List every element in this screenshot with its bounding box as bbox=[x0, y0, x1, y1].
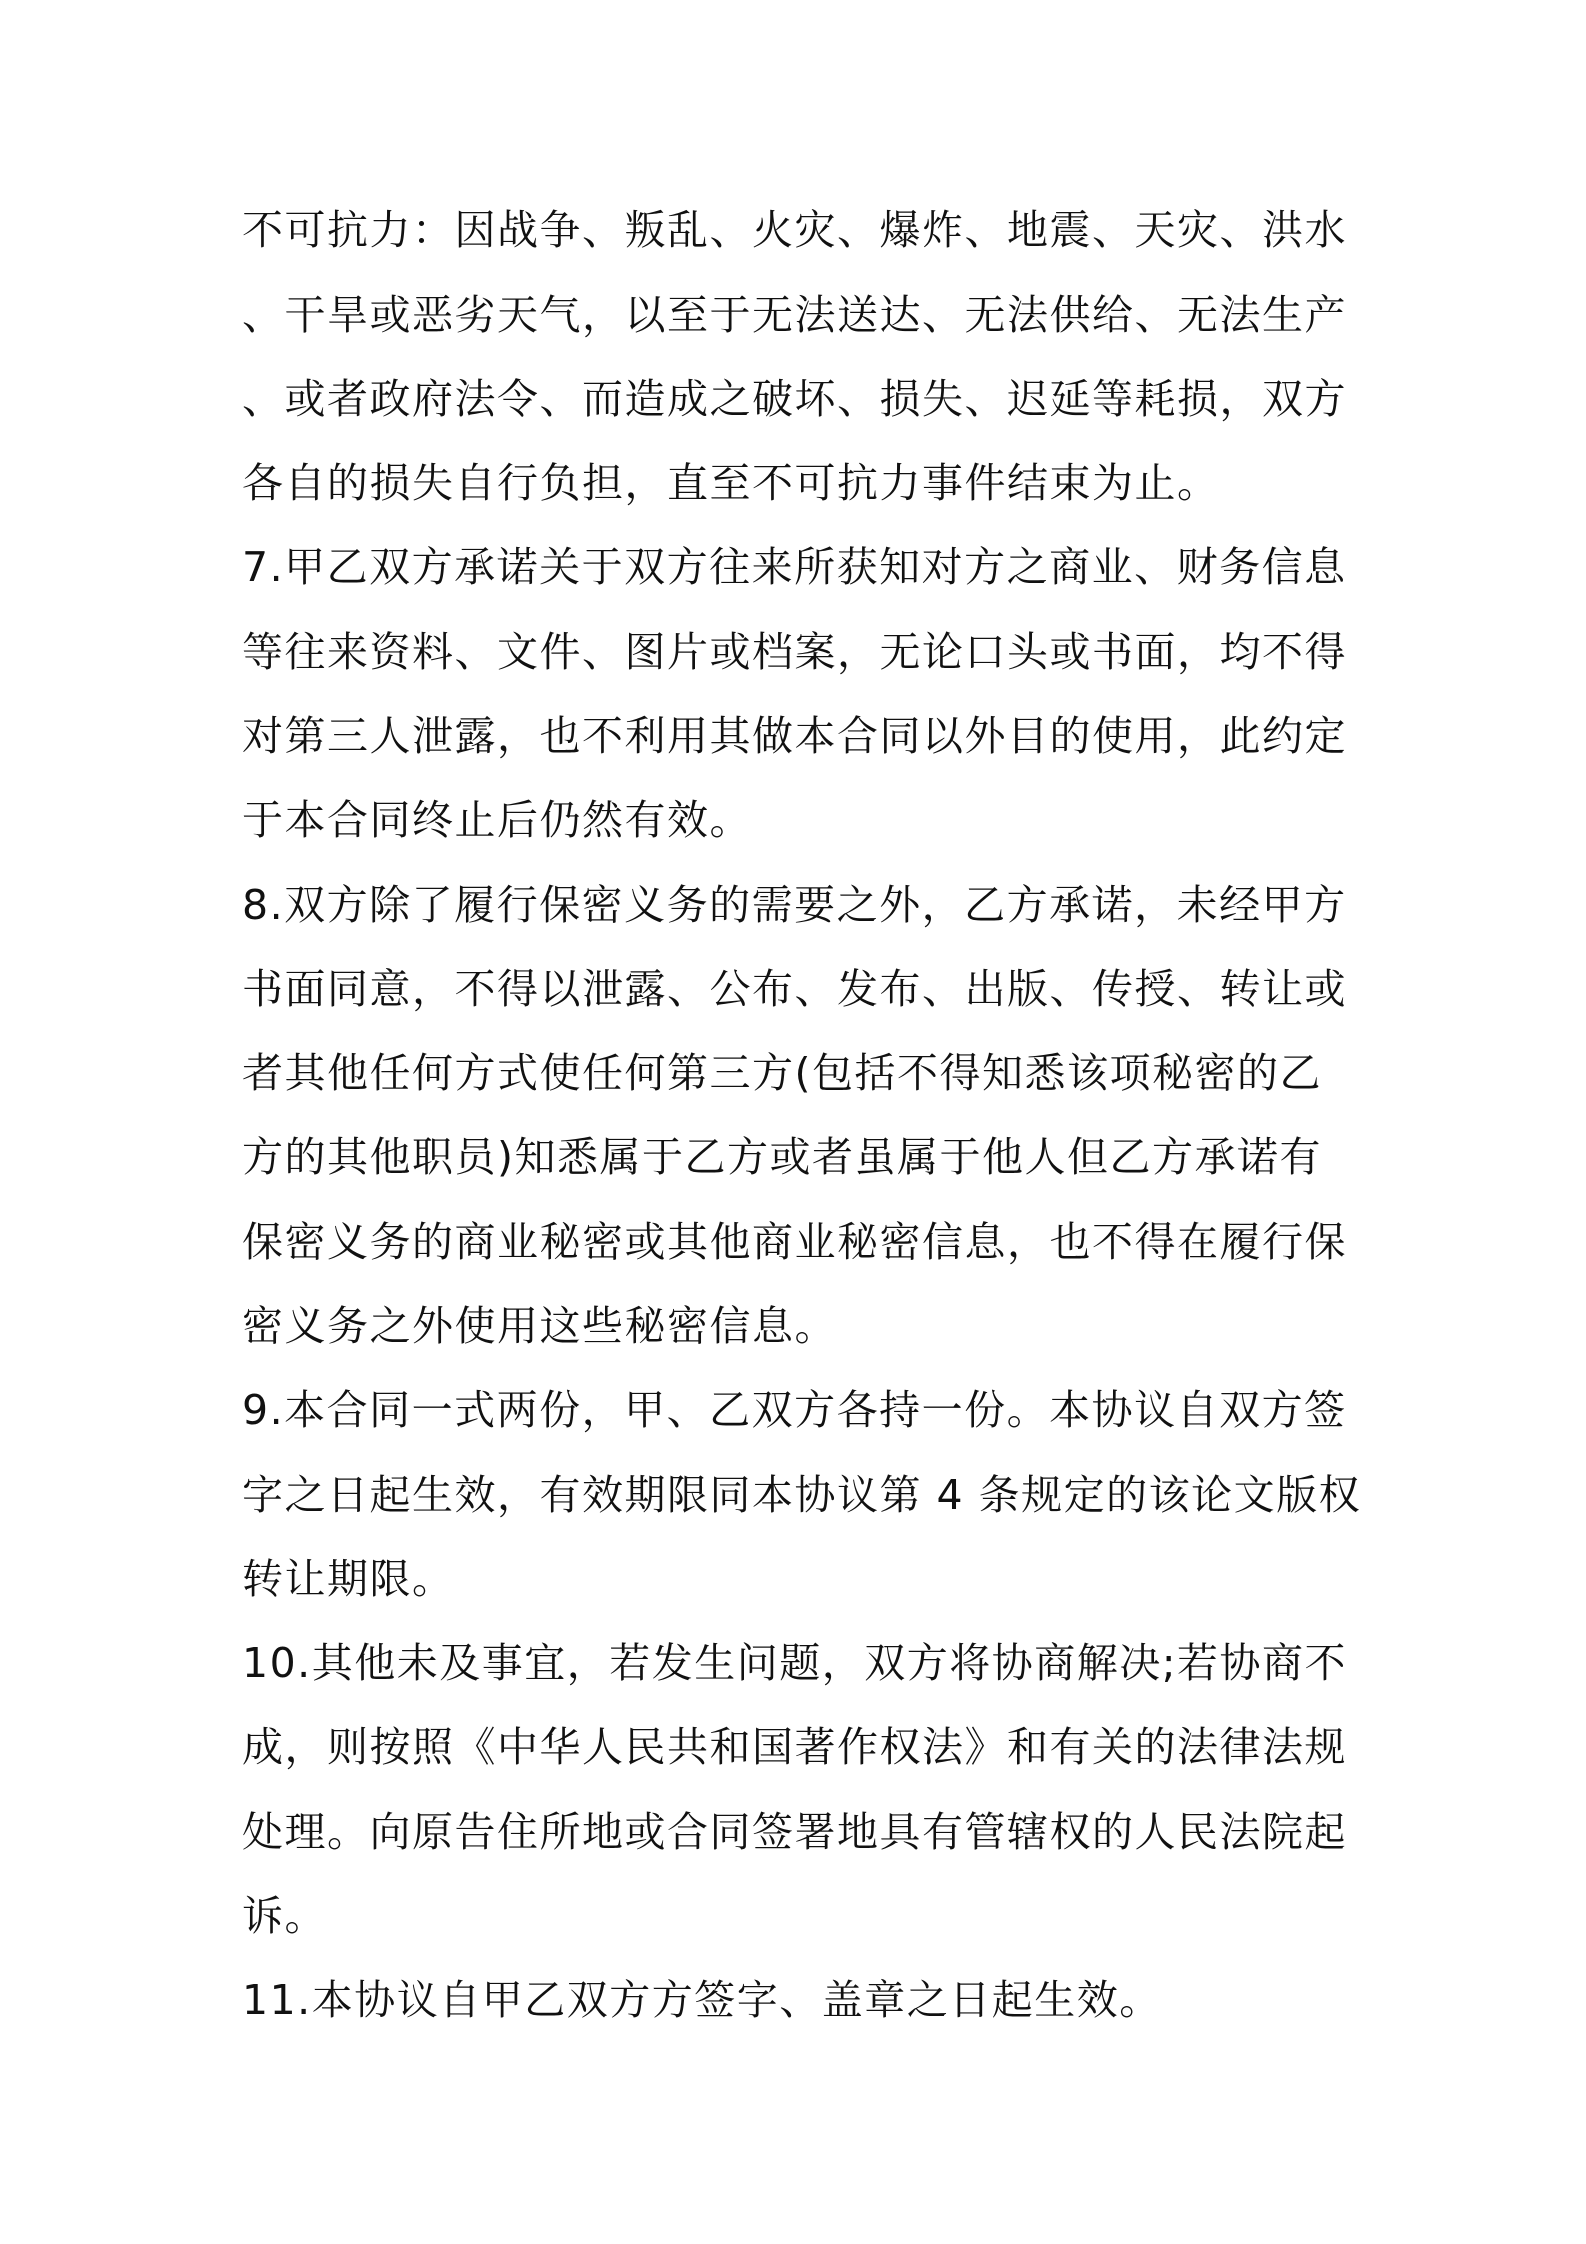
clause-8-line-1: 8.双方除了履行保密义务的需要之外，乙方承诺，未经甲方 bbox=[242, 881, 1347, 929]
clause-10-line-3: 处理。向原告住所地或合同签署地具有管辖权的人民法院起 bbox=[242, 1808, 1347, 1856]
clause-7-line-1: 7.甲乙双方承诺关于双方往来所获知对方之商业、财务信息 bbox=[242, 543, 1347, 591]
text-line-force-majeure-1: 不可抗力：因战争、叛乱、火灾、爆炸、地震、天灾、洪水 bbox=[242, 206, 1347, 254]
clause-11-line-1: 11.本协议自甲乙双方方签字、盖章之日起生效。 bbox=[242, 1976, 1162, 2024]
clause-10-line-2: 成，则按照《中华人民共和国著作权法》和有关的法律法规 bbox=[242, 1723, 1347, 1771]
clause-8-line-4: 方的其他职员)知悉属于乙方或者虽属于他人但乙方承诺有 bbox=[242, 1133, 1322, 1181]
clause-8-line-2: 书面同意，不得以泄露、公布、发布、出版、传授、转让或 bbox=[242, 965, 1347, 1013]
text-line-force-majeure-4: 各自的损失自行负担，直至不可抗力事件结束为止。 bbox=[242, 459, 1220, 507]
text-line-force-majeure-3: 、或者政府法令、而造成之破坏、损失、迟延等耗损，双方 bbox=[242, 375, 1347, 423]
clause-9-line-3: 转让期限。 bbox=[242, 1555, 455, 1603]
clause-10-line-4: 诉。 bbox=[242, 1892, 327, 1940]
clause-7-line-2: 等往来资料、文件、图片或档案，无论口头或书面，均不得 bbox=[242, 628, 1347, 676]
clause-7-line-3: 对第三人泄露，也不利用其做本合同以外目的使用，此约定 bbox=[242, 712, 1347, 760]
clause-9-line-1: 9.本合同一式两份，甲、乙双方各持一份。本协议自双方签 bbox=[242, 1386, 1347, 1434]
clause-8-line-3: 者其他任何方式使任何第三方(包括不得知悉该项秘密的乙 bbox=[242, 1049, 1322, 1097]
clause-8-line-5: 保密义务的商业秘密或其他商业秘密信息，也不得在履行保 bbox=[242, 1218, 1347, 1266]
clause-8-line-6: 密义务之外使用这些秘密信息。 bbox=[242, 1302, 837, 1350]
text-line-force-majeure-2: 、干旱或恶劣天气，以至于无法送达、无法供给、无法生产 bbox=[242, 291, 1347, 339]
clause-10-line-1: 10.其他未及事宜，若发生问题，双方将协商解决;若协商不 bbox=[242, 1639, 1348, 1687]
clause-7-line-4: 于本合同终止后仍然有效。 bbox=[242, 796, 752, 844]
clause-9-line-2: 字之日起生效，有效期限同本协议第 4 条规定的该论文版权 bbox=[242, 1471, 1362, 1519]
